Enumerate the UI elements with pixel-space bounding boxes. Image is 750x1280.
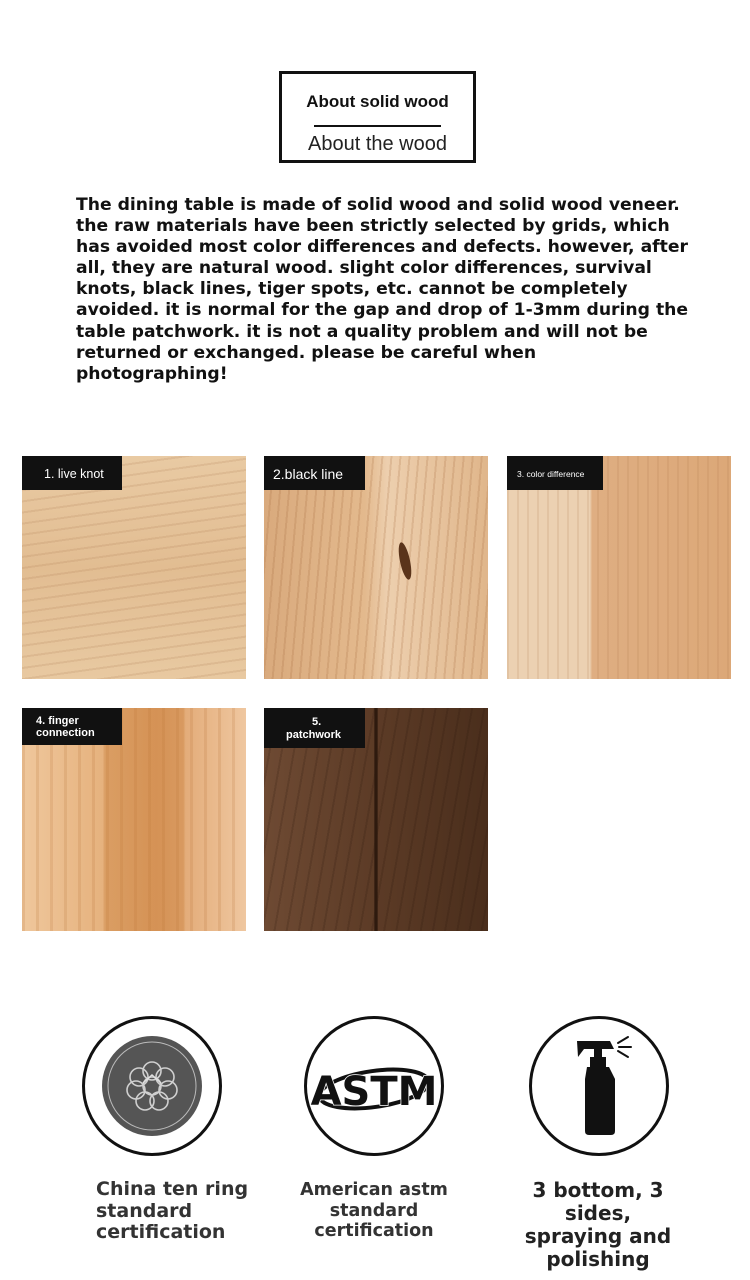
title-divider [314, 125, 441, 127]
black-line-mark [396, 541, 414, 580]
astm-logo-icon [304, 1016, 444, 1156]
certification-caption [96, 1179, 248, 1244]
description-line: returned or exchanged. please be careful when [76, 342, 537, 363]
sample-color-difference-image [507, 456, 731, 679]
ten-ring-seal-graphic [85, 1019, 219, 1153]
spray-bottle-graphic [532, 1019, 666, 1153]
certification-caption [284, 1180, 464, 1242]
wood-description [76, 195, 696, 385]
sample-label: 3. color difference [507, 456, 603, 490]
finish-caption [498, 1179, 698, 1271]
sample-live-knot-image [22, 456, 246, 679]
sample-label: 1. live knot [22, 456, 122, 490]
sample-label-line: 4. finger [36, 715, 79, 727]
description-line: photographing! [76, 363, 228, 384]
caption-line: 3 bottom, 3 sides, [532, 1178, 664, 1225]
caption-line: standard [96, 1199, 193, 1222]
sample-label-line: 5. [312, 716, 322, 728]
sample-label: 2.black line [264, 456, 365, 490]
sample-patchwork-image [264, 708, 488, 931]
sample-label-line: connection [36, 727, 95, 739]
description-line: The dining table is made of solid wood and solid wood veneer. [76, 195, 680, 215]
section-title: About solid wood [306, 92, 449, 111]
sample-black-line-image [264, 456, 488, 679]
sample-label [22, 708, 122, 745]
caption-line: American astm [300, 1180, 448, 1200]
description-line: has avoided most color differences and defects. however, after [76, 237, 688, 258]
caption-line: certification [96, 1221, 226, 1243]
description-line: table patchwork. it is not a quality problem and will not be [76, 321, 648, 342]
description-line: avoided. it is normal for the gap and drop of 1-3mm during the [76, 300, 689, 321]
caption-line: certification [314, 1221, 434, 1241]
astm-logo-text: ASTM [310, 1069, 438, 1115]
spray-bottle-icon [529, 1016, 669, 1156]
section-subtitle: About the wood [308, 133, 447, 155]
sample-label-line: patchwork [286, 729, 342, 741]
sample-label [264, 708, 365, 748]
section-title-box [279, 71, 476, 163]
description-line: all, they are natural wood. slight color differences, survival [76, 258, 652, 279]
description-line: knots, black lines, tiger spots, etc. cannot be completely [76, 279, 628, 300]
caption-line: China ten ring [96, 1178, 249, 1200]
description-line: the raw materials have been strictly selected by grids, which [76, 216, 670, 237]
caption-line: spraying and [524, 1224, 672, 1248]
ten-ring-seal-icon [82, 1016, 222, 1156]
caption-line: standard [329, 1200, 419, 1221]
astm-logo-graphic [307, 1019, 441, 1153]
caption-line: polishing [546, 1247, 650, 1271]
sample-finger-connection-image [22, 708, 246, 931]
